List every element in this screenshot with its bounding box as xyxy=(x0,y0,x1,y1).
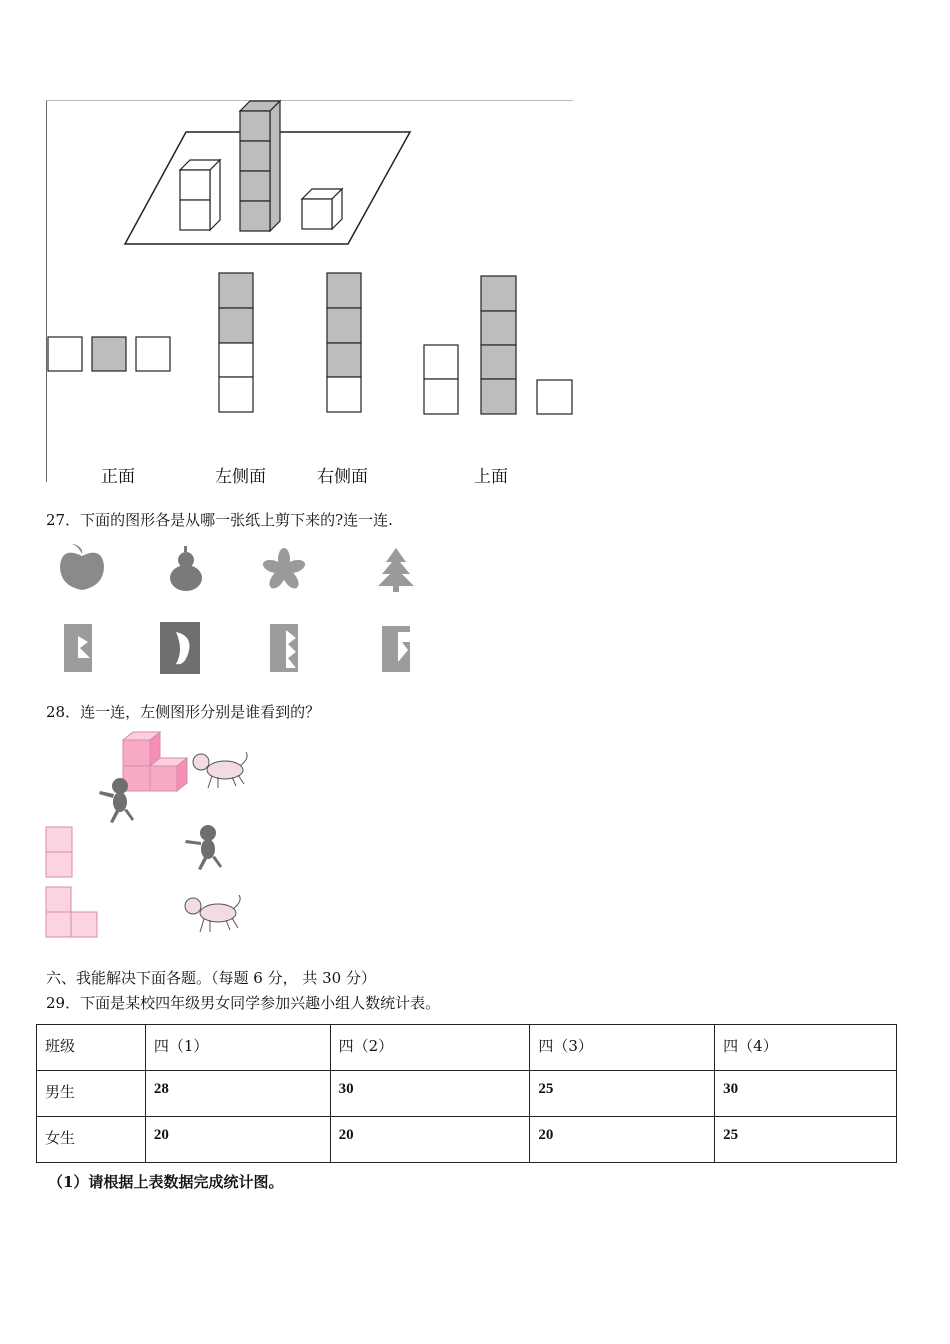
gourd-shape-icon xyxy=(170,546,202,591)
view-matching-figure xyxy=(40,728,260,943)
right-side-view xyxy=(327,273,361,412)
table-cell: 20 xyxy=(530,1117,715,1163)
paper-piece-1-icon xyxy=(64,624,92,672)
question-27: 27．下面的图形各是从哪一张纸上剪下来的?连一连. xyxy=(46,511,393,529)
table-cell: 28 xyxy=(145,1071,330,1117)
table-cell: 30 xyxy=(330,1071,530,1117)
table-row xyxy=(37,1117,897,1163)
tree-shape-icon xyxy=(378,548,414,592)
cube-stack-2 xyxy=(180,160,220,230)
stats-table xyxy=(36,1024,897,1163)
label-right-side: 右侧面 xyxy=(317,467,368,487)
dog-icon xyxy=(193,752,247,788)
table-row xyxy=(37,1071,897,1117)
table-header-cell: 四（3） xyxy=(530,1025,715,1071)
table-cell: 20 xyxy=(145,1117,330,1163)
table-header-row xyxy=(37,1025,897,1071)
table-cell: 25 xyxy=(715,1117,897,1163)
paper-piece-2-icon xyxy=(160,622,200,674)
table-header-cell: 班级 xyxy=(37,1025,146,1071)
table-cell: 20 xyxy=(330,1117,530,1163)
table-cell: 30 xyxy=(715,1071,897,1117)
table-header-cell: 四（4） xyxy=(715,1025,897,1071)
table-cell: 男生 xyxy=(37,1071,146,1117)
question-29-sub-1: （1）请根据上表数据完成统计图。 xyxy=(48,1173,284,1191)
cube-stack-figure xyxy=(0,0,600,440)
table-cell: 25 xyxy=(530,1071,715,1117)
question-28: 28．连一连，左侧图形分别是谁看到的？ xyxy=(46,703,321,721)
table-cell: 女生 xyxy=(37,1117,146,1163)
cutout-shapes xyxy=(40,540,440,680)
question-29: 29．下面是某校四年级男女同学参加兴趣小组人数统计表。 xyxy=(46,994,441,1012)
label-top: 上面 xyxy=(474,467,508,487)
view-option-l-shape xyxy=(46,887,97,937)
left-side-view xyxy=(219,273,253,412)
top-view xyxy=(424,276,572,414)
section-6-title: 六、我能解决下面各题。（每题 6 分， 共 30 分） xyxy=(46,969,376,987)
label-front: 正面 xyxy=(101,467,135,487)
pink-cube-group xyxy=(123,732,187,791)
view-option-vertical xyxy=(46,827,72,877)
flower-shape-icon xyxy=(261,548,307,591)
paper-piece-4-icon xyxy=(382,626,410,672)
front-view xyxy=(48,337,170,371)
table-header-cell: 四（1） xyxy=(145,1025,330,1071)
cube-stack-1 xyxy=(302,189,342,229)
label-left-side: 左侧面 xyxy=(215,467,266,487)
paper-piece-3-icon xyxy=(270,624,298,672)
table-header-cell: 四（2） xyxy=(330,1025,530,1071)
monkey-icon-2 xyxy=(185,825,222,870)
dog-icon-2 xyxy=(185,895,240,932)
apple-shape-icon xyxy=(60,544,104,590)
cube-stack-4 xyxy=(240,101,280,231)
